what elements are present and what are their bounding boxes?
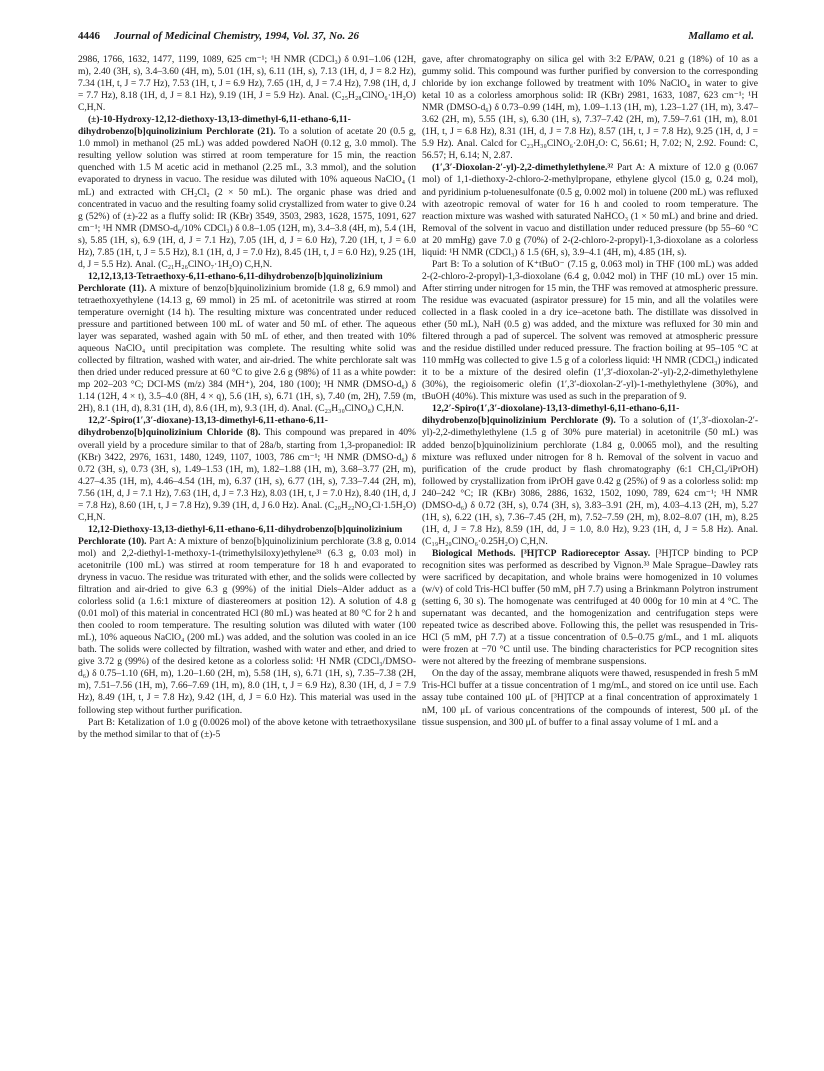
journal-citation: Journal of Medicinal Chemistry, 1994, Vol. 37, No. 26 bbox=[114, 30, 359, 42]
paragraph: 2986, 1766, 1632, 1477, 1199, 1089, 625 cm⁻¹; ¹H NMR (CDCl₃) δ 0.91–1.06 (12H, m), 2.40 (3H, s), 3.4–3.60 (4H, m), 5.01 (1H, s), 6.11 (1H, s), 7.13 (1H, d, J = 8.2 Hz), 7.34 (1H, t, J = 7.7 Hz), 7.53 (1H, t, J = 6.9 Hz), 7.65 (1H, d, J = 7.4 Hz), 7.98 (1H, d, J = 7.7 Hz), 8.18 (1H, d, J = 8.1 Hz), 9.19 (1H, J = 5.9 Hz). Anal. (C₂₅H₂₈ClNO₆·1H₂O) C,H,N. bbox=[78, 54, 416, 114]
paragraph: Part B: To a solution of K⁺tBuO⁻ (7.15 g, 0.063 mol) in THF (100 mL) was added 2-(2-chloro-2-propyl)-1,3-dioxolane (6.4 g, 0.042 mol) in THF (10 mL) over 15 min. After stirring under nitrogen for 15 min, the THF was removed at atmospheric pressure. The residue was evacuated (aspirator pressure) for 15 min, and all the volatiles were collected in a flask cooled in a dry ice–acetone bath. The distillate was dissolved in ether (50 mL), NaH (0.5 g) was added, and the mixture was refluxed for 30 min and filtered through a pad of supercel. The solvent was removed at atmospheric pressure and the residue distilled under reduced pressure. The fraction boiling at 95–105 °C at 110 mmHg was collected to give 1.5 g of a colorless liquid: ¹H NMR (CDCl₃) indicated it to be a mixture of the desired olefin (1′,3′-dioxolan-2′-yl)-2,2-dimethylethylene (30%), the regioisomeric olefin (1′,3′-dioxolan-2′-yl)-1-methylethylene (30%), and tBuOH (40%). This mixture was used as such in the preparation of 9. bbox=[422, 258, 758, 403]
compound-heading: (±)-10-Hydroxy-12,12-diethoxy-13,13-dimethyl-6,11-ethano-6,11-dihydrobenzo[b]quinolizinium Perchlorate (21). bbox=[78, 114, 351, 138]
compound-heading: 12,2′-Spiro(1′,3′-dioxolane)-13,13-dimethyl-6,11-ethano-6,11-dihydrobenzo[b]quinolizinium Perchlorate (9). bbox=[422, 403, 680, 427]
paragraph: Part B: Ketalization of 1.0 g (0.0026 mol) of the above ketone with tetraethoxysilane by the method similar to that of (±)-5 bbox=[78, 716, 416, 740]
running-header bbox=[78, 30, 754, 44]
paragraph: 12,12,13,13-Tetraethoxy-6,11-ethano-6,11-dihydrobenzo[b]quinolizinium Perchlorate (11). A mixture of benzo[b]quinolizinium bromide (1.8 g, 6.9 mmol) and tetraethoxyethylene (14.13 g, 69 mmol) in 25 mL of acetonitrile was stirred at room temperature overnight (14 h). The resulting mixture was concentrated under reduced pressure and partitioned between 100 mL of water and 50 mL of ether. The aqueous layer was separated, washed again with 50 mL of ether, and then treated with 10% aqueous NaClO₄ until precipitation was complete. The resulting white solid was collected by filtration, washed with water, and air-dried. The white perchlorate salt was then dried under reduced pressure at 60 °C to give 2.6 g (98%) of 11 as a white powder: mp 202–203 °C; DCI-MS (m/z) 384 (MH⁺), 204, 180 (100); ¹H NMR (DMSO-d₆) δ 1.14 (12H, 4 × t), 3.5–4.0 (8H, 4 × q), 5.6 (1H, s), 6.71 (1H, s), 7.40 (m, 2H), 7.59 (m, 2H), 8.1 (1H, d), 8.31 (1H, d), 8.6 (1H, m), 9.3 (1H, d). Anal. (C₂₃H₃₀ClNO₈) C,H,N. bbox=[78, 270, 416, 415]
paragraph: (1′,3′-Dioxolan-2′-yl)-2,2-dimethylethylene.³² Part A: A mixture of 12.0 g (0.067 mol) of 1,1-diethoxy-2-chloro-2-methylpropane, ethylene glycol (15.0 g, 0.24 mol), and pyridinium p-toluenesulfonate (0.5 g, 0.002 mol) in toluene (200 mL) was refluxed with azeotropic removal of water for 16 h and cooled to room temperature. The reaction mixture was washed with saturated NaHCO₃ (1 × 50 mL) and brine and dried. Removal of the solvent in vacuo and distillation under reduced pressure (bp 55–60 °C at 20 mmHg) gave 7.0 g (70%) of 2-(2-chloro-2-propyl)-1,3-dioxolane as a colorless liquid: ¹H NMR (CDCl₃) δ 1.5 (6H, s), 3.9–4.1 (4H, m), 4.85 (1H, s). bbox=[422, 162, 758, 258]
compound-heading: 12,12-Diethoxy-13,13-diethyl-6,11-ethano-6,11-dihydrobenzo[b]quinolizinium Perchlorate (10). bbox=[78, 523, 403, 547]
paragraph: (±)-10-Hydroxy-12,12-diethoxy-13,13-dimethyl-6,11-ethano-6,11-dihydrobenzo[b]quinolizinium Perchlorate (21). To a solution of acetate 20 (0.5 g, 1.0 mmol) in methanol (25 mL) was added powdered NaOH (0.12 g, 3.0 mmol). The resulting yellow solution was stirred at room temperature for 15 min, the reaction quenched with 1.5 M acetic acid in methanol (2.25 mL, 3.3 mmol), and the solution evaporated to dryness in vacuo. The residue was diluted with 10% aqueous NaClO₄ (1 mL) and extracted with CH₂Cl₂ (2 × 50 mL). The organic phase was dried and concentrated in vacuo and the resulting foamy solid crystallized from water to give 0.24 g (52%) of (±)-22 as a fluffy solid: IR (KBr) 3549, 3503, 2983, 1628, 1575, 1091, 627 cm⁻¹; ¹H NMR (DMSO-d₆/10% CDCl₃) δ 0.8–1.05 (12H, m), 3.4–3.8 (4H, m), 5.4 (1H, s), 5.85 (1H, s), 6.9 (1H, d, J = 7.1 Hz), 7.05 (1H, d, J = 6.0 Hz), 7.20 (1H, t, J = 6.0 Hz), 7.85 (1H, t, J = 5.5 Hz), 8.1 (1H, d, J = 7.0 Hz), 8.45 (1H, t, J = 6.0 Hz), 9.25 (1H, d, J = 5.5 Hz). Anal. (C₂₁H₂₆ClNO₇·1H₂O) C,H,N. bbox=[78, 114, 416, 270]
compound-heading: 12,12,13,13-Tetraethoxy-6,11-ethano-6,11-dihydrobenzo[b]quinolizinium Perchlorate (11). bbox=[78, 270, 383, 294]
section-heading: Biological Methods. [³H]TCP Radioreceptor Assay. bbox=[432, 547, 651, 559]
right-column bbox=[422, 54, 758, 729]
paragraph: 12,2′-Spiro(1′,3′-dioxane)-13,13-dimethyl-6,11-ethano-6,11-dihydrobenzo[b]quinolizinium Chloride (8). This compound was prepared in 40% overall yield by a procedure similar to that of 28a/b, starting from 1,3-propanediol: IR (KBr) 3422, 2976, 1631, 1480, 1249, 1107, 1003, 786 cm⁻¹; ¹H NMR (DMSO-d₆) δ 0.72 (3H, s), 0.73 (3H, s), 1.49–1.53 (1H, m), 1.82–1.88 (1H, m), 3.68–3.77 (2H, m), 4.27–4.35 (1H, m), 4.46–4.54 (1H, m), 6.37 (1H, s), 6.77 (1H, s), 7.33–7.44 (2H, m), 7.56 (1H, d, J = 7.1 Hz), 7.63 (1H, d, J = 7.3 Hz), 8.03 (1H, t, J = 7.0 Hz), 8.40 (1H, d, J = 7.8 Hz), 8.60 (1H, t, J = 7.8 Hz), 9.39 (1H, d, J 6.0 Hz). Anal. (C₂₀H₂₂NO₂Cl·1.5H₂O) C,H,N. bbox=[78, 415, 416, 523]
paragraph: On the day of the assay, membrane aliquots were thawed, resuspended in fresh 5 mM Tris-HCl buffer at a tissue concentration of 1 mg/mL, and stored on ice until use. Each assay tube contained 100 μL of [³H]TCP at a final concentration of approximately 1 nM, 100 μL of various concentrations of the compounds of interest, 500 μL of the tissue suspension, and 300 μL of buffer to a final assay volume of 1 mL and a bbox=[422, 668, 759, 728]
left-column bbox=[78, 54, 416, 741]
page-number: 4446 bbox=[78, 30, 100, 42]
compound-heading: 12,2′-Spiro(1′,3′-dioxane)-13,13-dimethyl-6,11-ethano-6,11-dihydrobenzo[b]quinolizinium Chloride (8). bbox=[78, 415, 328, 439]
paragraph: Biological Methods. [³H]TCP Radioreceptor Assay. [³H]TCP binding to PCP recognition sites was performed as described by Vignon.³³ Male Sprague–Dawley rats were sacrificed by decapitation, and whole brains were homogenized in 10 volumes (w/v) of cold Tris-HCl buffer (50 mM, pH 7.7) using a Brinkmann Polytron instrument (setting 6, 30 s). The homogenate was centrifuged at 40 000g for 10 min at 4 °C. The supernatant was decanted, and the homogenization and centrifugation steps were repeated twice as described above. Following this, the pellet was resuspended in Tris-HCl (5 mM, pH 7.7) at a tissue concentration of 0.5–0.75 g/mL, and 1 mL aliquots were frozen at −70 °C until use. The binding characteristics for PCP recognition sites were not altered by the freezing of membrane suspensions. bbox=[422, 547, 759, 668]
paragraph: 12,12-Diethoxy-13,13-diethyl-6,11-ethano-6,11-dihydrobenzo[b]quinolizinium Perchlorate (10). Part A: A mixture of benzo[b]quinolizinium perchlorate (3.8 g, 0.014 mol) and 2,2-diethyl-1-methoxy-1-(trimethylsiloxy)ethylene³¹ (6.3 g, 0.03 mol) in acetonitrile (100 mL) was stirred at room temperature for 18 h and evaporated to dryness in vacuo. The residue was triturated with ether, and the solids were collected by filtration and air-dried to give 6.3 g (99%) of the initial Diels–Alder adduct as a colorless solid (a 1.6:1 mixture of diastereomers at position 12). A solution of 4.8 g (0.01 mol) of this material in concentrated HCl (80 mL) was heated at 80 °C for 2 h and then cooled to room temperature. The resulting solution was diluted with water (100 mL), 10% aqueous NaClO₄ (200 mL) was added, and the solution was cooled in an ice bath. The solids were collected by filtration, washed with water and ether, and dried to give 3.72 g (99%) of the desired ketone as a colorless solid: ¹H NMR (CDCl₃/DMSO-d₆) δ 0.75–1.10 (6H, m), 1.20–1.60 (2H, m), 5.58 (1H, s), 6.71 (1H, s), 7.35–7.38 (2H, m), 7.51–7.56 (1H, m), 7.66–7.69 (1H, m), 8.0 (1H, t, J = 6.9 Hz), 8.30 (1H, d, J = 7.9 Hz), 8.49 (1H, t, J = 7.8 Hz), 9.42 (1H, d, J = 6.0 Hz). This material was used in the following step without further purification. bbox=[78, 523, 416, 716]
paragraph: gave, after chromatography on silica gel with 3:2 E/PAW, 0.21 g (18%) of 10 as a gummy solid. This compound was further purified by conversion to the corresponding chloride by ion exchange followed by treatment with 10% NaClO₄ in water to give ketal 10 as a colorless amorphous solid: IR (KBr) 2981, 1633, 1087, 623 cm⁻¹; ¹H NMR (DMSO-d₆) δ 0.73–0.99 (14H, m), 1.09–1.13 (1H, m), 1.23–1.27 (1H, m), 3.47–3.62 (2H, m), 5.55 (1H, s), 6.30 (1H, s), 7.37–7.42 (2H, m), 7.59–7.61 (1H, m), 8.01 (1H, t, J = 6.8 Hz), 8.31 (1H, d, J = 7.8 Hz), 8.57 (1H, t, J = 7.8 Hz), 9.25 (1H, d, J = 5.9 Hz). Anal. Calcd for C₂₃H₃₀ClNO₆·2.0H₂O: C, 56.61; H, 7.02; N, 2.92. Found: C, 56.57; H, 6.14; N, 2.87. bbox=[422, 54, 758, 162]
running-authors: Mallamo et al. bbox=[688, 30, 754, 42]
compound-heading: (1′,3′-Dioxolan-2′-yl)-2,2-dimethylethylene.³² bbox=[432, 162, 614, 174]
paragraph: 12,2′-Spiro(1′,3′-dioxolane)-13,13-dimethyl-6,11-ethano-6,11-dihydrobenzo[b]quinolizinium Perchlorate (9). To a solution of (1′,3′-dioxolan-2′-yl)-2,2-dimethylethylene (1.5 g of 30% pure material) in acetonitrile (50 mL) was added benzo[b]quinolizinium perchlorate (1.84 g, 0.0065 mol), and the resulting mixture was refluxed under nitrogen for 8 h. Removal of the solvent in vacuo and purification of the crude product by flash chromatography (6:1 CH₂Cl₂/iPrOH) followed by crystallization from iPrOH gave 0.42 g (25%) of 9 as a colorless solid: mp 240–242 °C; IR (KBr) 3086, 2886, 1632, 1502, 1090, 789, 624 cm⁻¹; ¹H NMR (DMSO-d₆) δ 0.72 (3H, s), 0.74 (3H, s), 3.83–3.91 (2H, m), 4.03–4.13 (2H, m), 5.27 (1H, s), 6.22 (1H, s), 7.36–7.45 (2H, m), 7.52–7.59 (2H, m), 8.02–8.07 (1H, m), 8.25 (1H, d, J = 7.8 Hz), 8.59 (1H, dd, J = 1.0, 8.0 Hz), 9.23 (1H, d, J = 5.8 Hz). Anal. (C₁₉H₂₀ClNO₆·0.25H₂O) C,H,N. bbox=[422, 403, 758, 547]
